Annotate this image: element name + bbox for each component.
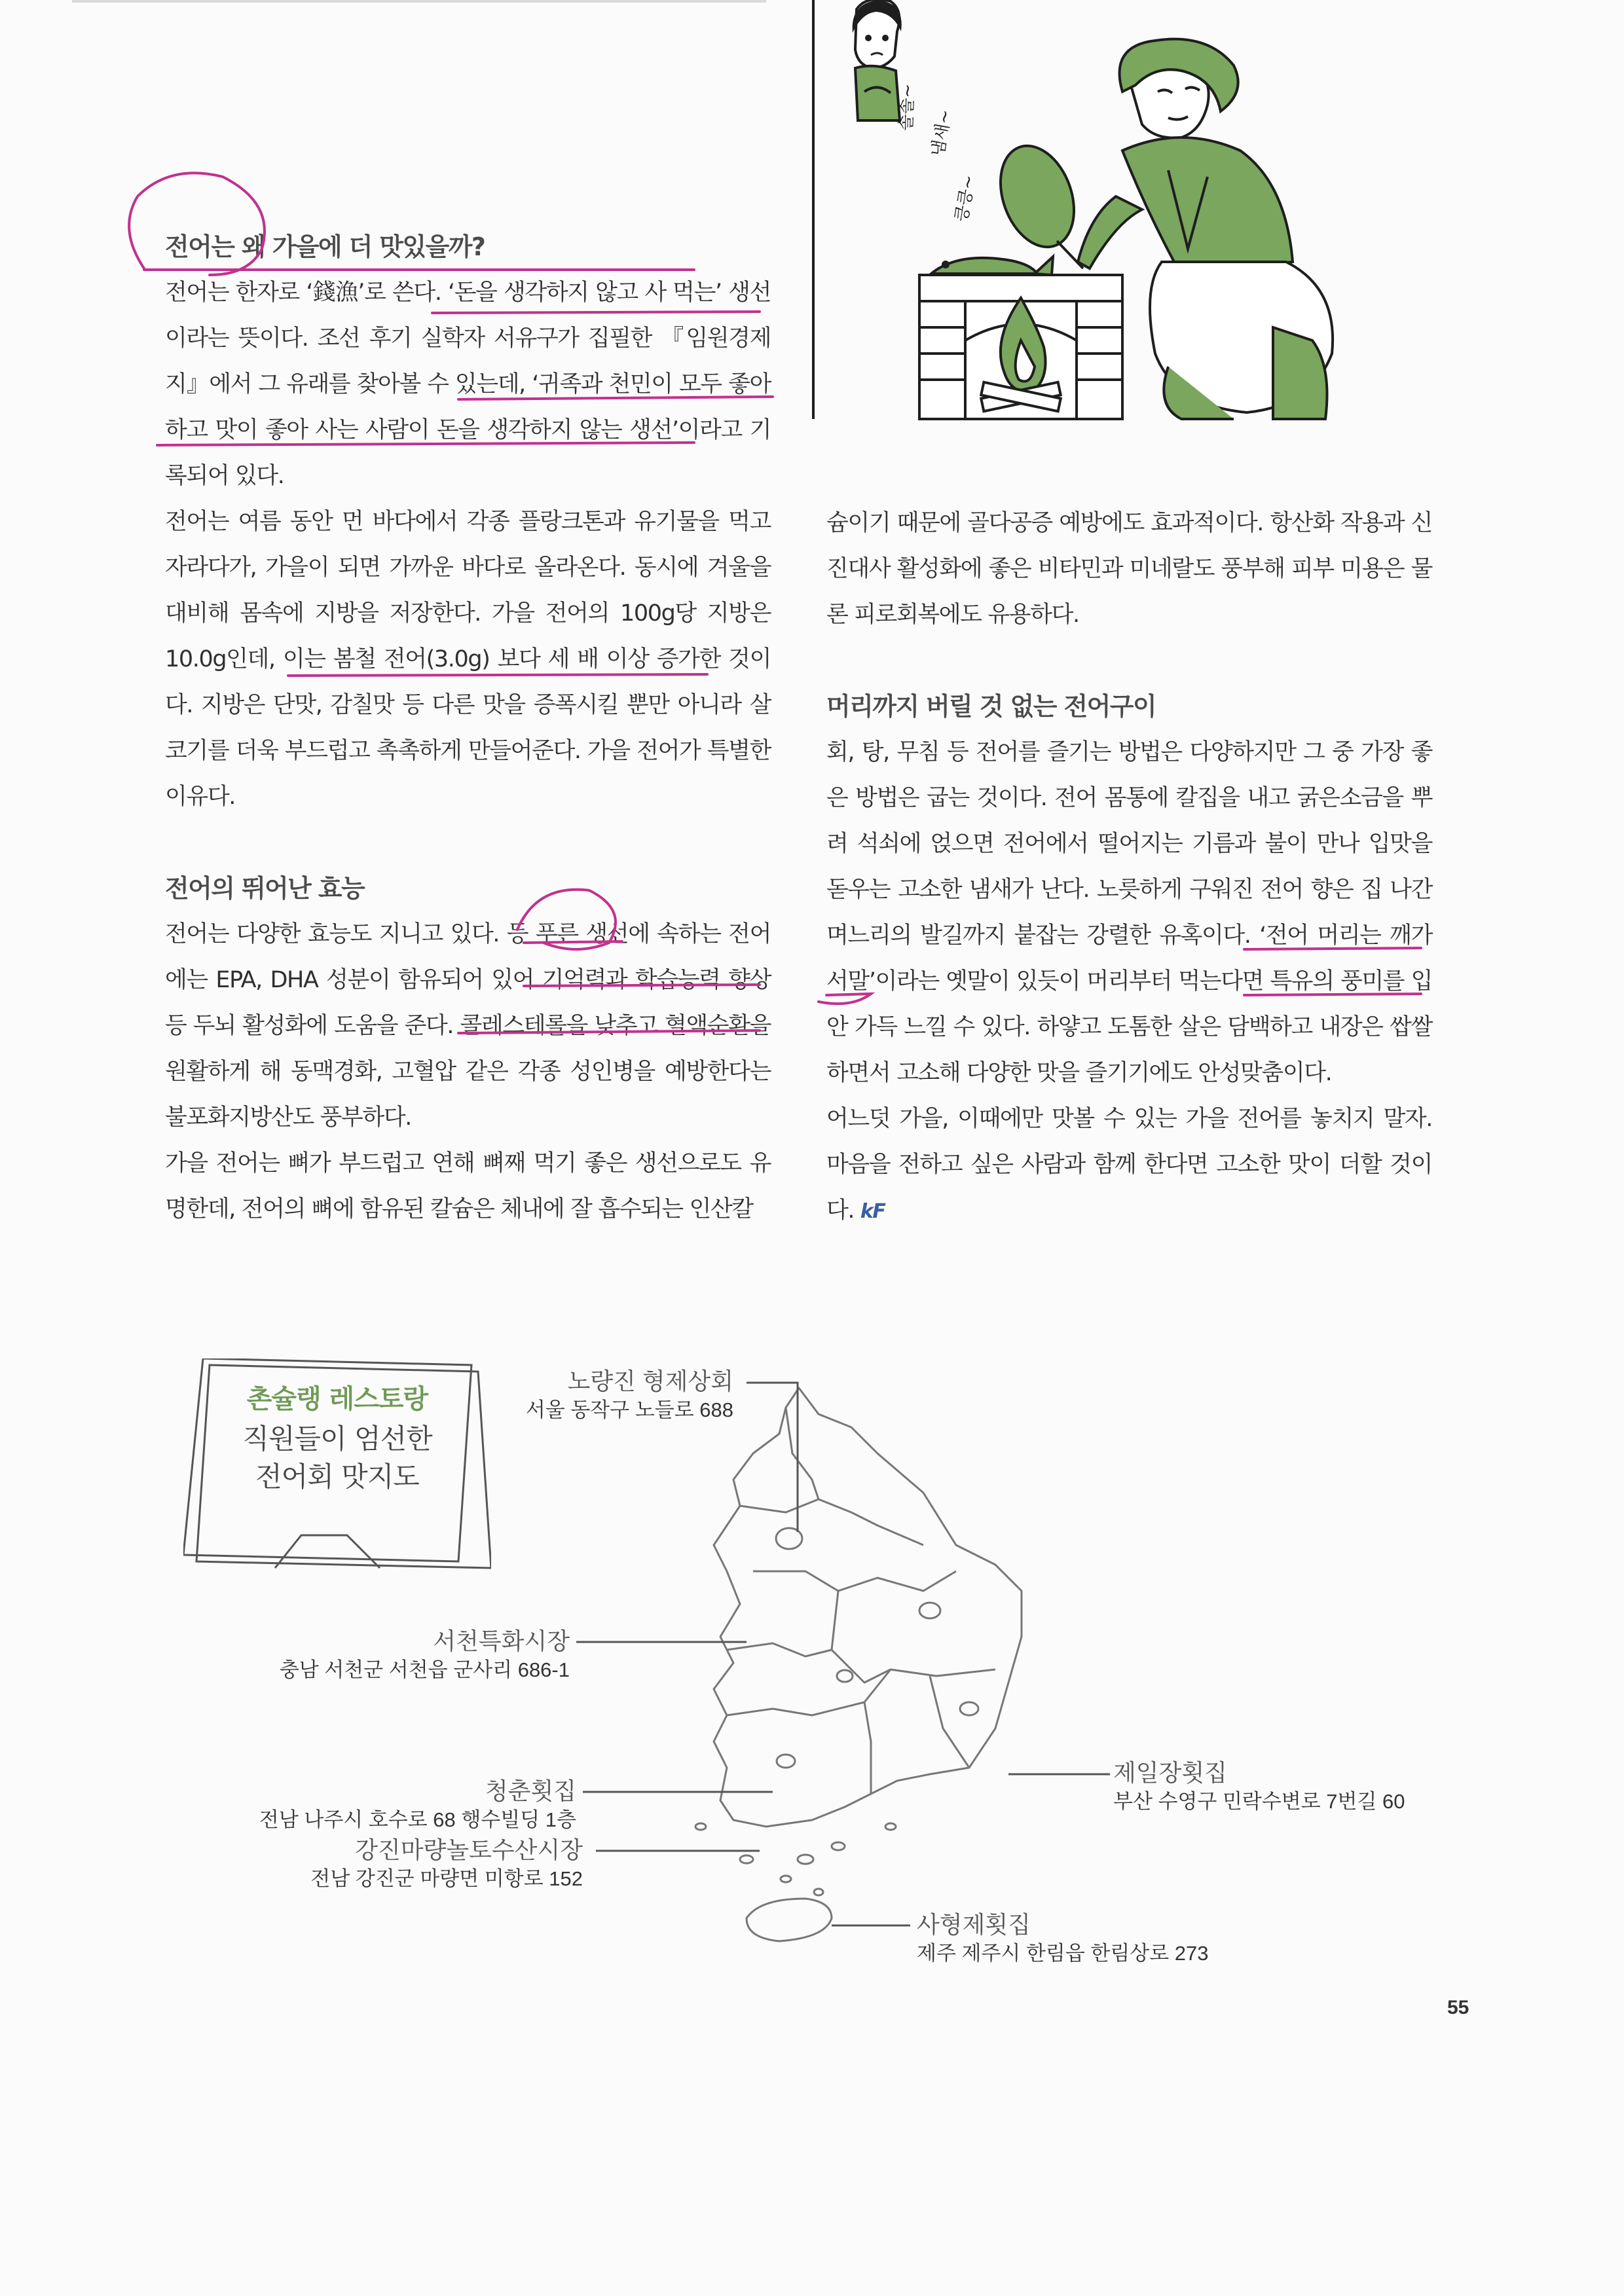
section-heading-benefits: 전어의 뛰어난 효능: [165, 874, 365, 903]
shop-address: 제주 제주시 한림읍 한림상로 273: [917, 1942, 1209, 1965]
body-paragraph: 슘이기 때문에 골다공증 예방에도 효과적이다. 항산화 작용과 신진대사 활성화에 좋은 비타민과 미네랄도 풍부해 피부 미용은 물론 피로회복에도 유용하다.: [826, 510, 1432, 628]
shop-name: 노량진 형제상회: [567, 1368, 733, 1394]
shop-name: 강진마량놀토수산시장: [355, 1836, 583, 1863]
closing-text: 어느덧 가을, 이때에만 맛볼 수 있는 가을 전어를 놓치지 말자. 마음을 전하고 싶은 사람과 함께 한다면 고소한 맛이 더할 것이다.: [826, 1106, 1432, 1224]
shop-address: 전남 나주시 호수로 68 행수빌딩 1층: [259, 1808, 576, 1831]
sign-line-1: 직원들이 엄선한: [242, 1423, 432, 1455]
shop-entry: [196, 1627, 570, 1685]
shop-entry: [917, 1910, 1310, 1968]
body-paragraph: 가을 전어는 뼈가 부드럽고 연해 뼈째 먹기 좋은 생선으로도 유명한데, 전어의 뼈에 함유된 칼슘은 체내에 잘 흡수되는 인산칼: [165, 1150, 771, 1222]
shop-entry: [196, 1777, 576, 1834]
shop-address: 충남 서천군 서천읍 군사리 686-1: [279, 1658, 570, 1681]
shop-entry: [458, 1367, 733, 1425]
shop-name: 제일장횟집: [1113, 1759, 1227, 1786]
shop-entry: [196, 1836, 583, 1893]
sign-line-2: 전어회 맛지도: [255, 1461, 419, 1493]
shop-name: 서천특화시장: [433, 1628, 570, 1654]
section-heading-grilled: 머리까지 버릴 것 없는 전어구이: [826, 692, 1156, 721]
body-paragraph: 회, 탕, 무침 등 전어를 즐기는 방법은 다양하지만 그 중 가장 좋은 방법은 굽는 것이다. 전어 몸통에 칼집을 내고 굵은소금을 뿌려 석쇠에 얹으면 전어에서 떨어지는 기름과 불이 만나 입맛을 돋우는 고소한 냄새가 난다. 노릇하게 구워진 전어 향은 집 나간 며느리의 발길까지 붙잡는 강렬한 유혹이다. ‘전어 머리는 깨가 서말’이라는 옛말이 있듯이 머리부터 먹는다면 특유의 풍미를 입 안 가득 느낄 수 있다. 하얗고 도톰한 살은 담백하고 내장은 쌉쌀하면서 고소해 다양한 맛을 즐기기에도 안성맞춤이다.: [826, 739, 1432, 1086]
section-heading-why-autumn: 전어는 왜 가을에 더 맛있을까?: [165, 232, 485, 261]
body-paragraph: 전어는 다양한 효능도 지니고 있다. 등 푸른 생선에 속하는 전어에는 EPA, DHA 성분이 함유되어 있어 기억력과 학습능력 향상 등 두뇌 활성화에 도움을 준다. 콜레스테롤을 낮추고 혈액순환을 원활하게 해 동맥경화, 고혈압 같은 각종 성인병을 예방한다는 불포화지방산도 풍부하다.: [165, 921, 771, 1131]
sound-text-1: 솔솔~: [896, 83, 918, 132]
shop-address: 부산 수영구 민락수변로 7번길 60: [1113, 1790, 1405, 1813]
shop-address: 전남 강진군 마량면 미항로 152: [310, 1867, 583, 1890]
sign-title: 촌슐랭 레스토랑: [246, 1384, 428, 1414]
shop-name: 사형제횟집: [917, 1911, 1031, 1938]
shop-entry: [1113, 1758, 1480, 1816]
shop-address: 서울 동작구 노들로 688: [525, 1398, 733, 1421]
body-paragraph: 전어는 여름 동안 먼 바다에서 각종 플랑크톤과 유기물을 먹고 자라다가, 가을이 되면 가까운 바다로 올라온다. 동시에 겨울을 대비해 몸속에 지방을 저장한다. 가을 전어의 100g당 지방은 10.0g인데, 이는 봄철 전어(3.0g) 보다 세 배 이상 증가한 것이다. 지방은 단맛, 감칠맛 등 다른 맛을 증폭시킬 뿐만 아니라 살코기를 더욱 부드럽고 촉촉하게 만들어준다. 가을 전어가 특별한 이유다.: [165, 509, 771, 810]
sound-text-3: 킁킁~: [951, 173, 980, 224]
body-paragraph: 전어는 한자로 ‘錢漁’로 쓴다. ‘돈을 생각하지 않고 사 먹는’ 생선이라는 뜻이다. 조선 후기 실학자 서유구가 집필한 『임원경제지』에서 그 유래를 찾아볼 수 있는데, ‘귀족과 천민이 모두 좋아하고 맛이 좋아 사는 사람이 돈을 생각하지 않는 생선’이라고 기록되어 있다.: [165, 280, 771, 489]
kf-logo: kF: [860, 1200, 885, 1223]
sound-text-2: 냄새~: [928, 108, 956, 158]
shop-name: 청춘횟집: [485, 1777, 576, 1804]
page-number: 55: [1447, 1997, 1469, 2018]
